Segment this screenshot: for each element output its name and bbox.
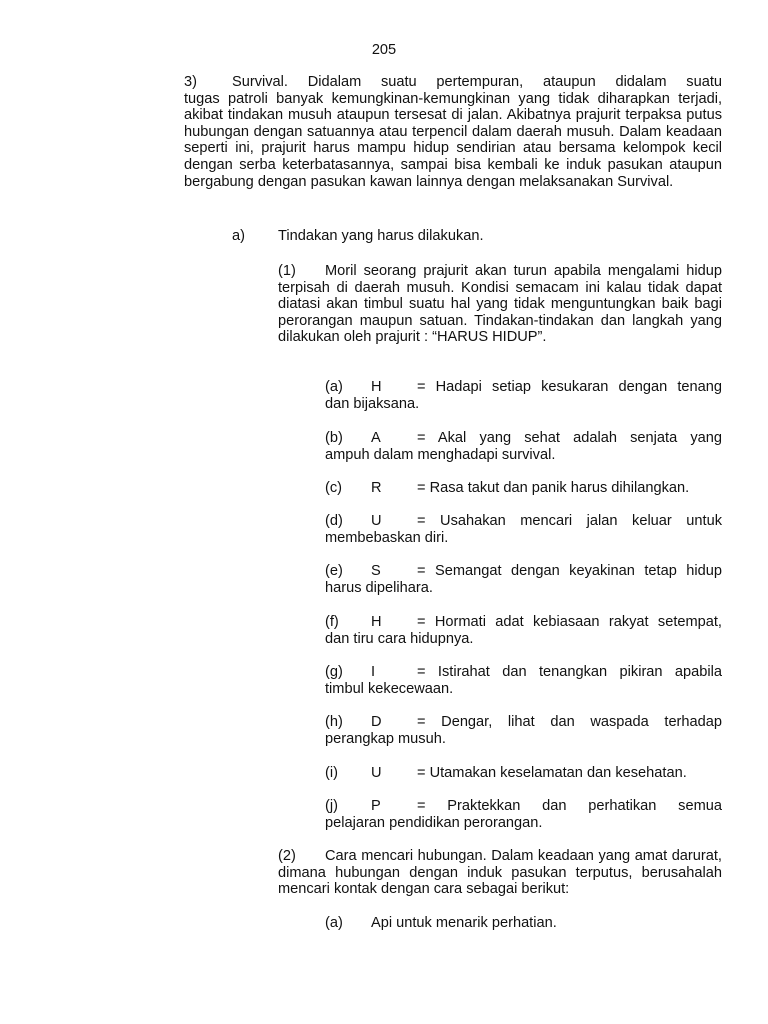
entry-marker: (a) xyxy=(325,915,343,931)
page-number: 205 xyxy=(371,42,397,58)
item-1-text: Moril seorang prajurit akan turun apabila mengalami hidup terpisah di daerah musuh. Kondisi semacam ini kalau tidak dapat diatasi akan timbul suatu hal yang tidak menguntungkan baik bagi perorangan maupun satuan. Tindakan-tindakan dan langkah yang dilakukan oleh prajurit : “HARUS HIDUP”. xyxy=(278,263,722,346)
section-3-word-5: didalam xyxy=(615,74,667,90)
harus-hidup-entry-p xyxy=(325,798,722,831)
harus-hidup-entry-h xyxy=(325,379,722,412)
entry-marker: (b) xyxy=(325,430,343,446)
harus-hidup-entry-i xyxy=(325,664,722,697)
entry-text: = Rasa takut dan panik harus dihilangkan. xyxy=(417,480,690,496)
entry-text: = Hormati adat kebiasaan rakyat setempat, xyxy=(417,614,722,630)
entry-marker: (h) xyxy=(325,714,343,730)
entry-marker: (a) xyxy=(325,379,343,395)
entry-continuation: pelajaran pendidikan perorangan. xyxy=(325,814,543,831)
section-3-word-3: pertempuran, xyxy=(436,74,524,90)
item-1-marker: (1) xyxy=(278,263,296,279)
entry-text: Api untuk menarik perhatian. xyxy=(371,915,557,931)
entry-letter: H xyxy=(371,379,382,395)
entry-text: = Istirahat dan tenangkan pikiran apabila xyxy=(417,664,722,680)
entry-marker: (f) xyxy=(325,614,339,630)
entry-marker: (c) xyxy=(325,480,343,496)
entry-letter: A xyxy=(371,430,381,446)
entry-marker: (j) xyxy=(325,798,338,814)
section-3-survival xyxy=(184,74,722,190)
section-3-word-1: Didalam xyxy=(307,74,362,90)
section-3-body: tugas patroli banyak kemungkinan-kemungkinan yang tidak diharapkan terjadi, akibat tindakan musuh ataupun tersesat di jalan. Akibatnya prajurit terpaksa putus hubungan dengan satuannya atau terpencil dalam daerah musuh. Dalam keadaan seperti ini, prajurit harus mampu hidup sendirian atau bersama kelompok kecil dengan serba keterbatasannya, sampai bisa kembali ke induk pasukan ataupun bergabung dengan pasukan kawan lainnya dengan melaksanakan Survival. xyxy=(184,90,722,190)
entry-marker: (i) xyxy=(325,765,338,781)
entry-letter: S xyxy=(371,563,381,579)
entry-marker: (d) xyxy=(325,513,343,529)
entry-text: = Hadapi setiap kesukaran dengan tenang xyxy=(417,379,722,395)
entry-continuation: harus dipelihara. xyxy=(325,579,433,596)
harus-hidup-entry-u xyxy=(325,513,722,546)
entry-continuation: dan tiru cara hidupnya. xyxy=(325,630,474,647)
item-2-marker: (2) xyxy=(278,848,296,864)
subsection-a-title: Tindakan yang harus dilakukan. xyxy=(278,228,484,244)
entry-text: = Utamakan keselamatan dan kesehatan. xyxy=(417,765,687,781)
entry-letter: P xyxy=(371,798,381,814)
entry-continuation: timbul kekecewaan. xyxy=(325,680,454,697)
section-3-number: 3) xyxy=(184,74,197,90)
harus-hidup-entry-d xyxy=(325,714,722,747)
entry-letter: U xyxy=(371,765,382,781)
entry-continuation: dan bijaksana. xyxy=(325,395,420,412)
entry-continuation: membebaskan diri. xyxy=(325,529,449,546)
item-2-text: Cara mencari hubungan. Dalam keadaan yang amat darurat, dimana hubungan dengan induk pasukan terputus, berusahalah mencari kontak dengan cara sebagai berikut: xyxy=(278,848,722,898)
section-3-word-0: Survival. xyxy=(232,74,288,90)
item-2-cara-mencari-hubungan xyxy=(278,848,722,898)
entry-letter: I xyxy=(371,664,376,680)
section-3-word-2: suatu xyxy=(380,74,417,90)
entry-letter: U xyxy=(371,513,382,529)
entry-letter: H xyxy=(371,614,382,630)
subsection-a xyxy=(232,228,484,245)
harus-hidup-entry-r xyxy=(325,480,722,497)
entry-text: = Praktekkan dan perhatikan semua xyxy=(417,798,722,814)
entry-marker: (e) xyxy=(325,563,343,579)
harus-hidup-entry-s xyxy=(325,563,722,596)
entry-text: = Semangat dengan keyakinan tetap hidup xyxy=(417,563,722,579)
entry-continuation: perangkap musuh. xyxy=(325,730,446,747)
entry-letter: R xyxy=(371,480,382,496)
item-1-moril xyxy=(278,263,722,346)
entry-text: = Dengar, lihat dan waspada terhadap xyxy=(417,714,722,730)
entry-marker: (g) xyxy=(325,664,343,680)
entry-text: = Akal yang sehat adalah senjata yang xyxy=(417,430,722,446)
entry-text: = Usahakan mencari jalan keluar untuk xyxy=(417,513,722,529)
harus-hidup-entry-a xyxy=(325,430,722,463)
item-2-entry-a xyxy=(325,915,557,932)
harus-hidup-entry-h2 xyxy=(325,614,722,647)
subsection-a-label: a) xyxy=(232,228,245,244)
section-3-word-6: suatu xyxy=(686,74,722,90)
entry-letter: D xyxy=(371,714,382,730)
section-3-word-4: ataupun xyxy=(542,74,596,90)
harus-hidup-entry-u2 xyxy=(325,765,722,782)
entry-continuation: ampuh dalam menghadapi survival. xyxy=(325,446,556,463)
section-3-first-line xyxy=(184,74,722,91)
